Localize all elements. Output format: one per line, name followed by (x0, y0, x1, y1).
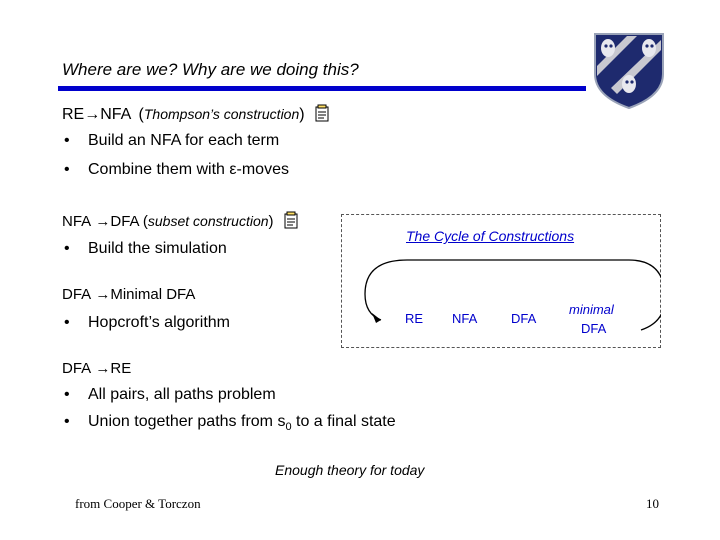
slide-title: Where are we? Why are we doing this? (62, 60, 359, 79)
heading-to: RE (110, 360, 132, 377)
construction-note: subset construction (147, 213, 269, 229)
cycle-node-dfa: DFA (511, 311, 537, 326)
bullet-marker: • (64, 132, 70, 149)
arrow-icon: → (95, 213, 111, 230)
heading-from: DFA (62, 360, 92, 377)
section-nfa-dfa-heading (62, 211, 298, 230)
paren-close: ) (299, 106, 305, 123)
notepad-icon[interactable] (284, 211, 298, 229)
paren-open: ( (138, 106, 144, 123)
heading-from: DFA (62, 286, 92, 303)
paren-open: ( (142, 213, 148, 230)
bullet-item: • Combine them with ε-moves (64, 161, 289, 178)
page-number: 10 (646, 496, 659, 511)
bullet-marker: • (64, 240, 70, 257)
heading-from: RE (62, 106, 85, 123)
cycle-node-min-dfa: DFA (581, 321, 607, 336)
bullet-marker: • (64, 386, 70, 403)
title-rule (58, 86, 586, 91)
bullet-marker: • (64, 413, 70, 430)
bullet-marker: • (64, 161, 70, 178)
cycle-node-minimal: minimal (569, 302, 614, 317)
heading-from: NFA (62, 213, 92, 230)
heading-to: NFA (100, 106, 131, 123)
arrow-icon: → (84, 106, 101, 123)
bullet-item: • Build an NFA for each term (64, 132, 280, 149)
cycle-node-re: RE (405, 311, 424, 326)
notepad-icon[interactable] (315, 104, 329, 122)
bullet-item: • Build the simulation (64, 240, 227, 257)
section-re-nfa-heading (62, 104, 329, 124)
heading-to: DFA (110, 213, 139, 230)
construction-note: Thompson’s construction (143, 106, 300, 122)
bullet-item: • Hopcroft’s algorithm (64, 314, 230, 331)
arrow-icon: → (95, 360, 111, 377)
rice-shield-logo (591, 30, 667, 110)
section-dfa-re-heading (62, 360, 131, 377)
cycle-title[interactable]: The Cycle of Constructions (406, 228, 575, 244)
arrow-icon: → (95, 286, 111, 303)
bullet-item: • All pairs, all paths problem (64, 386, 276, 403)
bullet-marker: • (64, 314, 70, 331)
subscript: 0 (285, 421, 292, 434)
bullet-item: • Union together paths from $s_0$ to a final state (64, 413, 396, 434)
cycle-node-nfa: NFA (452, 311, 478, 326)
heading-to: Minimal DFA (110, 286, 196, 303)
footer-credit: from Cooper & Torczon (75, 496, 201, 511)
cycle-loop-arrow (341, 214, 661, 348)
paren-close: ) (268, 213, 274, 230)
section-dfa-min-heading (62, 286, 195, 303)
closing-remark: Enough theory for today (275, 462, 425, 478)
